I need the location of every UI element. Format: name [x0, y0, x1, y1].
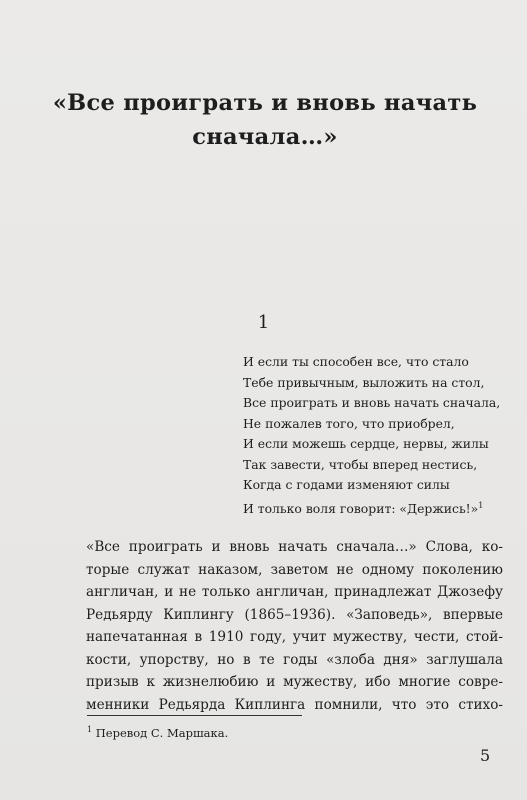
body-line: торые служат наказом, заветом не одному поколению	[86, 561, 503, 578]
body-line: англичан, и не только англичан, принадлежат Джозефу	[86, 584, 503, 600]
chapter-title	[40, 86, 490, 154]
poem-line: Не пожалев того, что приобрел,	[243, 415, 455, 431]
poem-line: Тебе привычным, выложить на стол,	[243, 374, 485, 390]
section-number: 1	[257, 312, 270, 333]
poem-line: Все проиграть и вновь начать сначала,	[243, 395, 501, 410]
body-line: Редьярду Киплингу (1865–1936). «Заповедь», впервые	[86, 606, 503, 623]
body-line: напечатанная в 1910 году, учит мужеству, чести, стой-	[86, 629, 503, 645]
body-line: менники Редьярда Киплинга помнили, что это стихо-	[86, 696, 503, 713]
footnote-mark: 1	[87, 725, 93, 734]
poem-last-line	[243, 496, 500, 520]
poem-line: Когда с годами изменяют силы	[243, 477, 450, 492]
body-line: «Все проиграть и вновь начать сначала…» Слова, ко-	[86, 539, 503, 555]
body-paragraph	[86, 536, 503, 716]
poem-line: Так завести, чтобы вперед нестись,	[243, 456, 478, 472]
poem-line: И если ты способен все, что стало	[243, 354, 469, 369]
footnote-divider	[87, 715, 302, 716]
chapter-title-line-2: сначала…»	[192, 124, 338, 150]
poem-epigraph	[243, 352, 500, 519]
body-line: кости, упорству, но в те годы «злоба дня» заглушала	[86, 651, 503, 668]
page-number: 5	[480, 746, 491, 765]
body-line: призыв к жизнелюбию и мужеству, ибо многие совре-	[86, 674, 503, 690]
poem-line: И если можешь сердце, нервы, жилы	[243, 436, 489, 451]
poem-line: И только воля говорит: «Держись!»	[243, 500, 479, 516]
chapter-title-line-1: «Все проиграть и вновь начать	[52, 90, 478, 116]
footnote-reference: 1	[478, 500, 484, 510]
footnote-text: Перевод С. Маршака.	[95, 725, 229, 740]
footnote	[87, 725, 228, 740]
